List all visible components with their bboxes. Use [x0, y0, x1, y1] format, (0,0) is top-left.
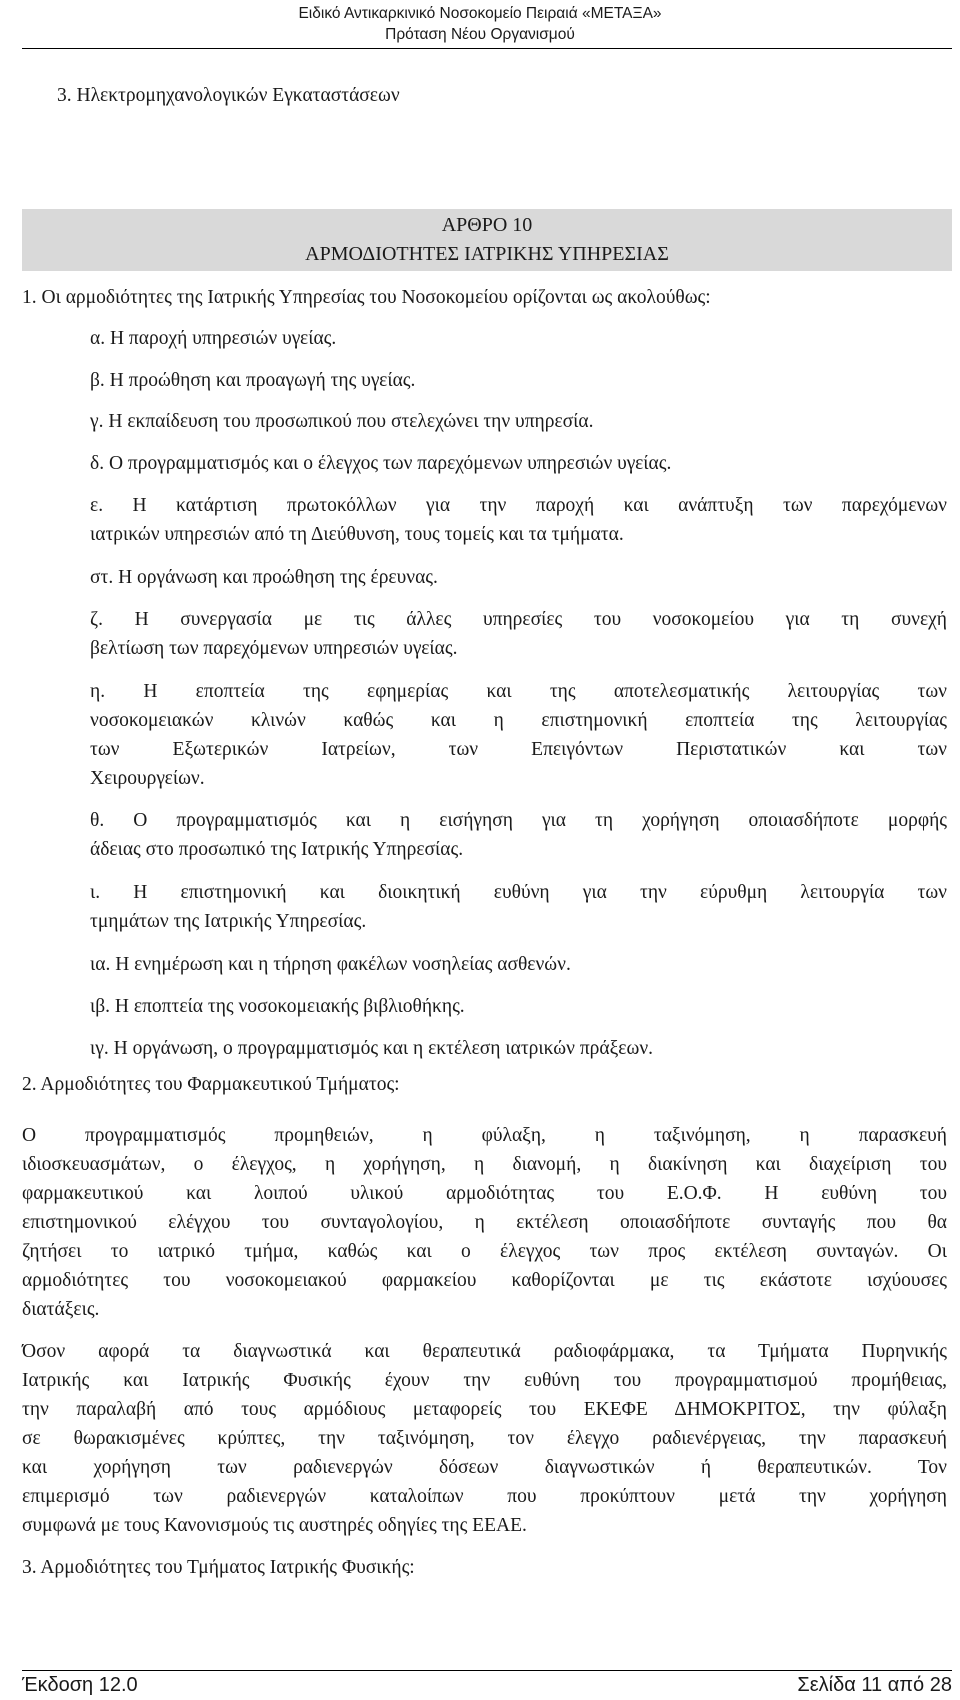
list-item-g: γ. Η εκπαίδευση του προσωπικού που στελεχώνει την υπηρεσία.: [90, 411, 594, 432]
list-item-i: [90, 677, 947, 793]
list-item-z: [90, 605, 947, 663]
list-item-th-line-1: θ. Ο προγραμματισμός και η εισήγηση για τη χορήγηση οποιασδήποτε μορφής: [90, 810, 947, 831]
list-item-i-line-4: Χειρουργείων.: [90, 768, 205, 789]
list-item-e-line-1: ε. Η κατάρτιση πρωτοκόλλων για την παροχή και ανάπτυξη των παρεχόμενων: [90, 495, 947, 516]
paragraph-2-radio-line-4: σε θωρακισμένες κρύπτες, την ταξινόμηση, τον έλεγχο ραδιενέργειας, την παρασκευή: [22, 1428, 947, 1449]
header-document-title: Πρόταση Νέου Οργανισμού: [385, 26, 575, 43]
paragraph-2-body-line-6: αρμοδιότητες του νοσοκομειακού φαρμακείου καθορίζονται με τις εκάστοτε ισχύουσες: [22, 1270, 947, 1291]
paragraph-2-body-line-5: ζητήσει το ιατρικό τμήμα, καθώς και ο έλεγχος των προς εκτέλεση συνταγών. Οι: [22, 1241, 947, 1262]
paragraph-2-radio-line-1: Όσον αφορά τα διαγνωστικά και θεραπευτικά ραδιοφάρμακα, τα Τμήματα Πυρηνικής: [22, 1341, 947, 1362]
header-hospital-name: Ειδικό Αντικαρκινικό Νοσοκομείο Πειραιά «ΜΕΤΑΞΑ»: [298, 5, 662, 22]
footer-divider: [22, 1670, 952, 1671]
paragraph-1-intro: 1. Οι αρμοδιότητες της Ιατρικής Υπηρεσίας του Νοσοκομείου ορίζονται ως ακολούθως:: [22, 287, 711, 308]
list-item-th: [90, 806, 947, 864]
section-3-title: 3. Ηλεκτρομηχανολογικών Εγκαταστάσεων: [57, 85, 400, 106]
paragraph-2-body-line-2: ιδιοσκευασμάτων, ο έλεγχος, η χορήγηση, η διανομή, η διακίνηση και διαχείριση του: [22, 1154, 947, 1175]
paragraph-2-radio-line-7: συμφωνά με τους Κανονισμούς τις αυστηρές οδηγίες της ΕΕΑΕ.: [22, 1515, 527, 1536]
list-item-z-line-1: ζ. Η συνεργασία με τις άλλες υπηρεσίες του νοσοκομείου για τη συνεχή: [90, 609, 947, 630]
footer-edition: Έκδοση 12.0: [22, 1674, 138, 1696]
paragraph-2-body-line-3: φαρμακευτικού και λοιπού υλικού αρμοδιότητας του Ε.Ο.Φ. Η ευθύνη του: [22, 1183, 947, 1204]
list-item-d: δ. Ο προγραμματισμός και ο έλεγχος των παρεχόμενων υπηρεσιών υγείας.: [90, 453, 672, 474]
article-title: ΑΡΜΟΔΙΟΤΗΤΕΣ ΙΑΤΡΙΚΗΣ ΥΠΗΡΕΣΙΑΣ: [305, 243, 669, 265]
header-divider: [22, 48, 952, 49]
paragraph-2-radiopharmaceuticals: [22, 1337, 947, 1540]
paragraph-2-title: 2. Αρμοδιότητες του Φαρμακευτικού Τμήματος:: [22, 1074, 400, 1095]
list-item-e-line-2: ιατρικών υπηρεσιών από τη Διεύθυνση, τους τομείς και τα τμήματα.: [90, 524, 624, 545]
article-number: ΑΡΘΡΟ 10: [441, 214, 533, 236]
list-item-i-line-2: νοσοκομειακών κλινών καθώς και η επιστημονική εποπτεία της λειτουργίας: [90, 710, 947, 731]
paragraph-2-radio-line-5: και χορήγηση των ραδιενεργών δόσεων διαγνωστικών ή θεραπευτικών. Τον: [22, 1457, 947, 1478]
paragraph-2-radio-line-6: επιμερισμό των ραδιενεργών καταλοίπων που προκύπτουν μετά την χορήγηση: [22, 1486, 947, 1507]
list-item-ig: ιγ. Η οργάνωση, ο προγραμματισμός και η εκτέλεση ιατρικών πράξεων.: [90, 1038, 654, 1059]
list-item-b: β. Η προώθηση και προαγωγή της υγείας.: [90, 370, 416, 391]
footer-page-number: Σελίδα 11 από 28: [797, 1674, 952, 1696]
list-item-i-line-1: η. Η εποπτεία της εφημερίας και της αποτελεσματικής λειτουργίας των: [90, 681, 947, 702]
paragraph-2-body: [22, 1121, 947, 1324]
list-item-io-line-1: ι. Η επιστημονική και διοικητική ευθύνη για την εύρυθμη λειτουργία των: [90, 882, 947, 903]
list-item-io: [90, 878, 947, 936]
paragraph-2-radio-line-2: Ιατρικής και Ιατρικής Φυσικής έχουν την ευθύνη του προγραμματισμού προμήθειας,: [22, 1370, 947, 1391]
paragraph-2-body-line-1: Ο προγραμματισμός προμηθειών, η φύλαξη, η ταξινόμηση, η παρασκευή: [22, 1125, 947, 1146]
list-item-z-line-2: βελτίωση των παρεχόμενων υπηρεσιών υγείας.: [90, 638, 458, 659]
paragraph-2-body-line-7: διατάξεις.: [22, 1299, 100, 1320]
paragraph-3-title: 3. Αρμοδιότητες του Τμήματος Ιατρικής Φυσικής:: [22, 1557, 415, 1578]
paragraph-2-body-line-4: επιστημονικού ελέγχου του συνταγολογίου, η εκτέλεση οποιασδήποτε συνταγής που θα: [22, 1212, 947, 1233]
list-item-i-line-3: των Εξωτερικών Ιατρείων, των Επειγόντων Περιστατικών και των: [90, 739, 947, 760]
page-header: [0, 3, 960, 45]
list-item-io-line-2: τμημάτων της Ιατρικής Υπηρεσίας.: [90, 911, 367, 932]
list-item-e: [90, 491, 947, 549]
paragraph-2-radio-line-3: την παραλαβή από τους αρμόδιους μεταφορείς του ΕΚΕΦΕ ΔΗΜΟΚΡΙΤΟΣ, την φύλαξη: [22, 1399, 947, 1420]
list-item-a: α. Η παροχή υπηρεσιών υγείας.: [90, 328, 337, 349]
list-item-st: στ. Η οργάνωση και προώθηση της έρευνας.: [90, 567, 438, 588]
list-item-ia: ια. Η ενημέρωση και η τήρηση φακέλων νοσηλείας ασθενών.: [90, 954, 571, 975]
list-item-th-line-2: άδειας στο προσωπικό της Ιατρικής Υπηρεσίας.: [90, 839, 464, 860]
list-item-ib: ιβ. Η εποπτεία της νοσοκομειακής βιβλιοθήκης.: [90, 996, 465, 1017]
